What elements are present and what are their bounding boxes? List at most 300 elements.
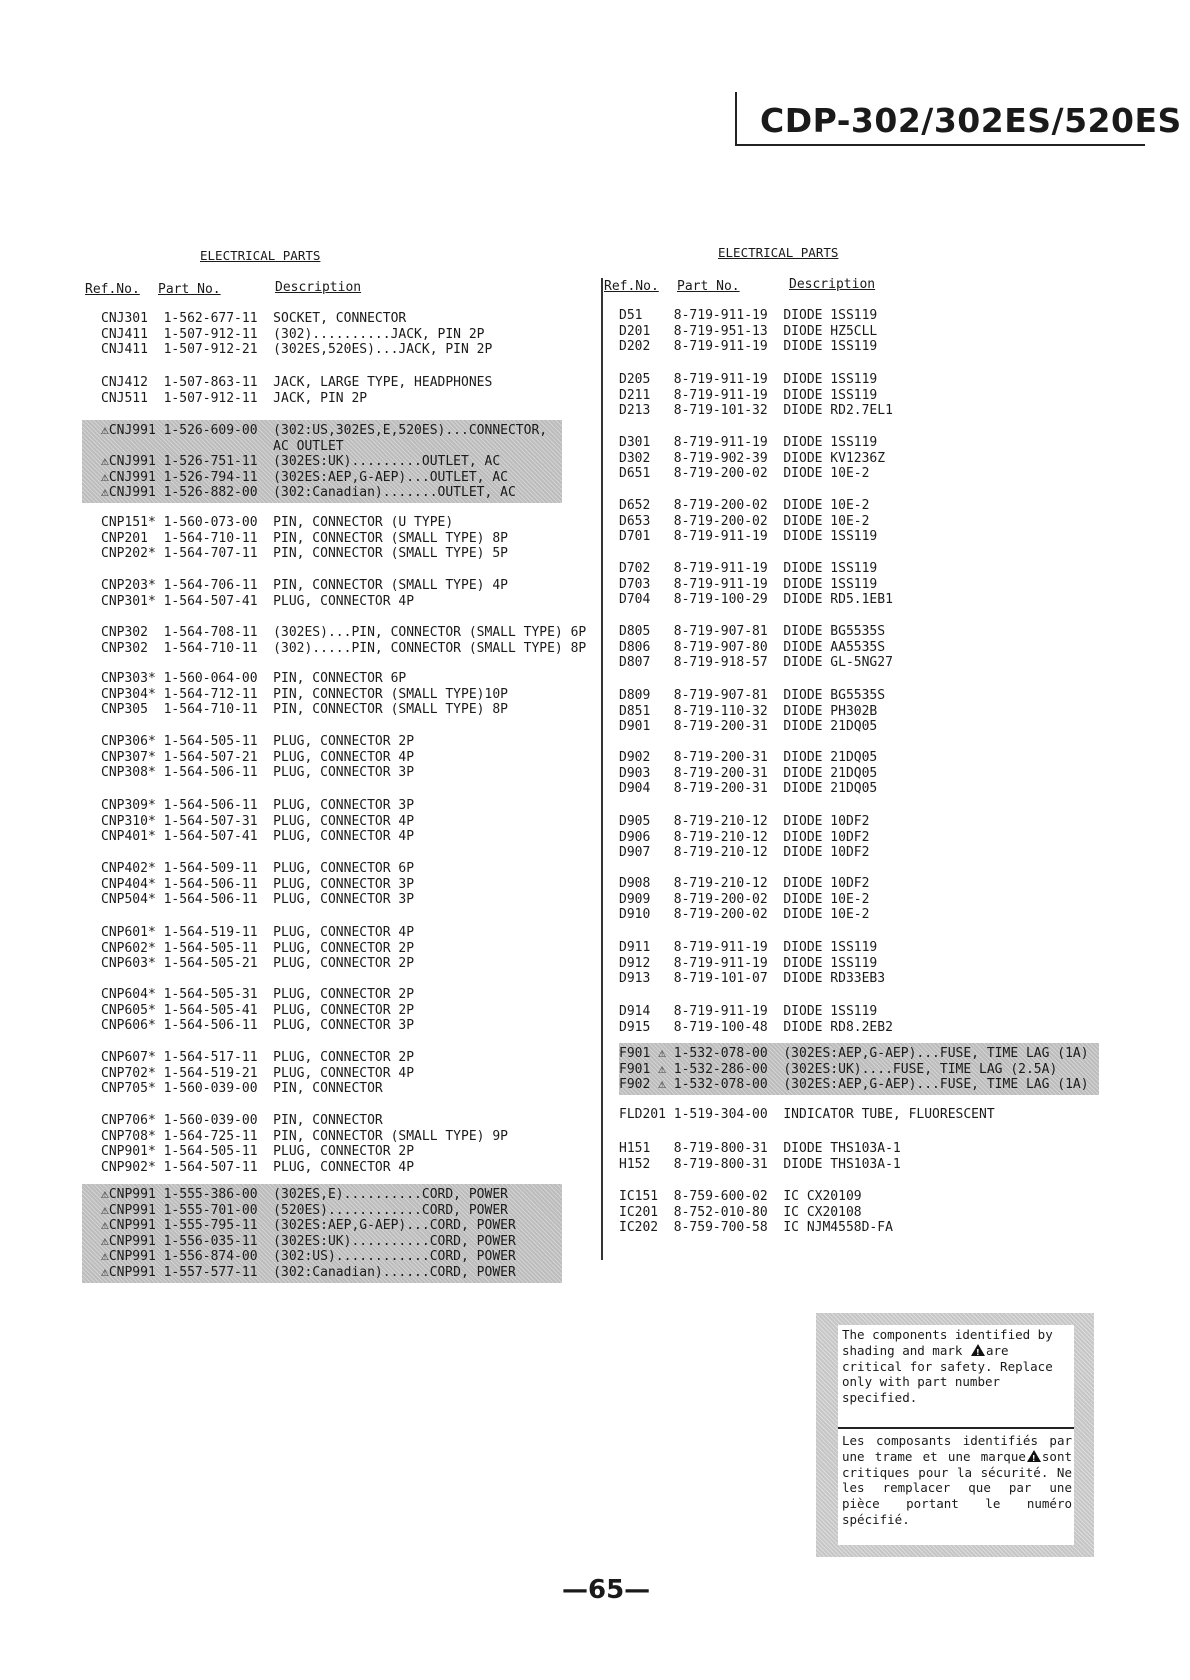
parts-row	[619, 1157, 901, 1173]
parts-row	[101, 925, 414, 941]
part-desc: DIODE 1SS119	[783, 955, 878, 971]
part-part: 1-526-609-00	[163, 423, 258, 438]
part-ref: D701	[619, 529, 651, 545]
part-desc: PLUG, CONNECTOR 4P	[273, 829, 415, 845]
part-ref: CNP604*	[101, 987, 156, 1002]
part-desc: DIODE 1SS119	[783, 1004, 878, 1019]
part-desc: DIODE 10E-2	[783, 891, 870, 907]
part-part: 1-564-519-11	[163, 925, 258, 940]
part-ref: D914	[619, 1004, 651, 1019]
part-part: 1-564-517-11	[163, 1050, 258, 1065]
part-ref: D703	[619, 576, 651, 592]
parts-group	[619, 435, 885, 482]
part-desc: PIN, CONNECTOR	[273, 1081, 383, 1097]
part-part: 1-564-707-11	[163, 546, 258, 562]
parts-row	[619, 435, 885, 451]
part-part: 8-719-200-02	[673, 513, 768, 529]
part-part: 8-719-911-19	[673, 435, 768, 450]
part-ref: CNP306*	[101, 734, 156, 749]
part-desc: DIODE 10DF2	[783, 876, 870, 891]
part-desc: (302ES)...PIN, CONNECTOR (SMALL TYPE) 6P	[273, 625, 587, 640]
part-ref: D205	[619, 372, 651, 387]
part-ref: CNP607*	[101, 1050, 156, 1065]
part-part: 1-507-912-11	[163, 326, 258, 342]
part-part: 8-719-100-29	[673, 592, 768, 608]
parts-row	[101, 1265, 516, 1281]
parts-row	[619, 956, 885, 972]
part-part: 1-564-507-41	[163, 593, 258, 609]
parts-row	[101, 546, 508, 562]
part-part	[164, 439, 274, 455]
parts-group	[619, 688, 885, 735]
parts-row	[101, 750, 414, 766]
part-part: 1-560-073-00	[163, 515, 258, 530]
parts-group	[619, 308, 877, 355]
part-part: 8-719-200-31	[673, 750, 768, 765]
parts-row	[101, 956, 414, 972]
parts-row	[101, 892, 414, 908]
part-part: 8-719-902-39	[673, 450, 768, 466]
safety-note-english-part1: The components identified by shading and mark	[842, 1327, 1053, 1358]
part-ref: D915	[619, 1019, 651, 1035]
part-desc: PLUG, CONNECTOR 3P	[273, 892, 415, 908]
part-desc: PLUG, CONNECTOR 2P	[273, 956, 415, 972]
part-ref: D908	[619, 876, 651, 891]
part-ref: ⚠CNJ991	[101, 485, 156, 501]
part-ref: D906	[619, 829, 651, 845]
part-part: 8-719-200-02	[673, 891, 768, 907]
parts-group	[619, 1046, 1089, 1093]
parts-row	[101, 765, 414, 781]
part-part: 8-752-010-80	[673, 1204, 768, 1220]
part-ref: CNP201	[101, 530, 148, 546]
part-ref: FLD201	[619, 1107, 666, 1122]
part-desc: (302ES:UK)....FUSE, TIME LAG (2.5A)	[783, 1061, 1058, 1077]
parts-row	[101, 734, 414, 750]
part-part: 1-564-710-11	[163, 530, 258, 546]
part-part: 1-564-710-11	[163, 640, 258, 656]
left-header-part: Part No.	[158, 282, 221, 297]
part-desc: DIODE PH302B	[783, 703, 878, 719]
warning-triangle-icon	[1027, 1450, 1041, 1462]
part-part: 8-719-911-19	[673, 529, 768, 545]
part-desc: DIODE GL-5NG27	[783, 655, 893, 671]
part-ref: CNP504*	[101, 892, 156, 908]
part-desc: DIODE 1SS119	[783, 576, 878, 592]
part-desc: DIODE 21DQ05	[783, 781, 878, 797]
parts-group	[101, 861, 414, 908]
right-header-ref: Ref.No.	[604, 279, 659, 294]
part-part: 8-719-200-31	[673, 781, 768, 797]
part-ref: ⚠CNP991	[101, 1202, 156, 1218]
part-desc: PLUG, CONNECTOR 3P	[273, 765, 415, 781]
part-ref: D302	[619, 450, 651, 466]
parts-group	[619, 561, 893, 608]
part-ref: CNP302	[101, 625, 148, 640]
part-part: 1-564-506-11	[163, 765, 258, 781]
parts-row	[101, 1018, 414, 1034]
parts-row	[101, 625, 586, 641]
parts-row	[101, 1129, 508, 1145]
part-ref: ⚠CNP991	[101, 1187, 156, 1202]
part-ref: H151	[619, 1141, 651, 1156]
part-ref: CNP307*	[101, 749, 156, 765]
parts-group	[619, 940, 885, 987]
part-part: 8-719-907-80	[673, 639, 768, 655]
parts-group	[101, 925, 414, 972]
part-ref: CNP901*	[101, 1144, 156, 1160]
parts-group	[101, 625, 586, 656]
part-part: 8-719-911-19	[673, 1004, 768, 1019]
parts-row	[619, 1141, 901, 1157]
parts-row	[101, 311, 492, 327]
part-desc: (302ES:AEP,G-AEP)...OUTLET, AC	[273, 469, 508, 485]
part-desc: JACK, PIN 2P	[273, 390, 368, 406]
parts-row	[619, 324, 877, 340]
parts-row	[619, 719, 885, 735]
parts-group	[101, 671, 508, 718]
part-desc: PLUG, CONNECTOR 2P	[273, 940, 415, 956]
parts-group	[619, 1189, 893, 1236]
parts-row	[619, 388, 893, 404]
part-ref: CNJ412	[101, 375, 148, 390]
part-ref: IC201	[619, 1204, 659, 1220]
parts-row	[619, 1077, 1089, 1093]
part-part: 8-719-918-57	[673, 655, 768, 671]
part-part: 1-507-912-11	[163, 390, 258, 406]
part-ref: CNP404*	[101, 876, 156, 892]
part-ref: D909	[619, 891, 651, 907]
parts-row	[101, 342, 492, 358]
warning-triangle-icon	[971, 1344, 985, 1356]
part-desc: AC OUTLET	[273, 438, 344, 454]
part-part: 1-555-795-11	[163, 1218, 258, 1234]
part-part: 1-519-304-00	[673, 1107, 768, 1122]
part-ref: ⚠CNP991	[101, 1249, 156, 1265]
part-desc: (302:US,302ES,E,520ES)...CONNECTOR,	[273, 423, 548, 438]
part-ref: CNP304*	[101, 686, 156, 702]
part-part: 1-556-035-11	[163, 1233, 258, 1249]
part-desc: DIODE 21DQ05	[783, 750, 878, 765]
part-part: 1-564-505-11	[163, 1144, 258, 1160]
parts-group	[619, 1141, 901, 1172]
part-ref: CNP308*	[101, 765, 156, 781]
part-part: 8-719-911-19	[673, 576, 768, 592]
parts-row	[619, 830, 869, 846]
parts-row	[101, 798, 414, 814]
part-ref: D903	[619, 765, 651, 781]
parts-row	[619, 781, 877, 797]
part-part: 8-719-911-19	[673, 387, 768, 403]
part-ref: D807	[619, 655, 651, 671]
part-ref: CNP310*	[101, 813, 156, 829]
parts-row	[101, 702, 508, 718]
part-ref: ⚠CNJ991	[101, 423, 156, 438]
part-ref: D806	[619, 639, 651, 655]
part-ref: D902	[619, 750, 651, 765]
part-part: 8-719-200-31	[673, 719, 768, 735]
part-desc: PLUG, CONNECTOR 4P	[273, 813, 415, 829]
part-ref: F902 ⚠	[619, 1077, 666, 1093]
page-title: CDP-302/302ES/520ES	[760, 101, 1182, 140]
parts-row	[101, 861, 414, 877]
parts-row	[101, 829, 414, 845]
part-desc: PIN, CONNECTOR (SMALL TYPE) 8P	[273, 702, 508, 718]
part-ref: D653	[619, 513, 651, 529]
part-part: 1-526-751-11	[163, 454, 258, 470]
part-ref: CNP305	[101, 702, 148, 718]
part-desc: PLUG, CONNECTOR 3P	[273, 1018, 415, 1034]
part-part: 8-719-911-19	[673, 561, 768, 576]
part-desc: PLUG, CONNECTOR 2P	[273, 1144, 415, 1160]
part-part: 1-564-708-11	[163, 625, 258, 640]
part-desc: DIODE 1SS119	[783, 940, 878, 955]
parts-group	[101, 578, 508, 609]
part-desc: DIODE 10E-2	[783, 498, 870, 513]
part-part: 8-759-600-02	[673, 1189, 768, 1204]
part-ref: IC151	[619, 1189, 659, 1204]
part-desc: PIN, CONNECTOR 6P	[273, 671, 407, 686]
part-desc: DIODE 1SS119	[783, 387, 878, 403]
parts-group	[101, 423, 547, 501]
left-header-desc: Description	[275, 280, 362, 295]
safety-note-french-part1: Les composants identifiés par une trame et une marque	[842, 1433, 1072, 1464]
parts-row	[619, 592, 893, 608]
part-desc: PLUG, CONNECTOR 3P	[273, 798, 415, 813]
part-desc: PIN, CONNECTOR	[273, 1113, 383, 1128]
part-ref: D910	[619, 907, 651, 923]
part-part: 8-719-200-02	[673, 466, 768, 482]
part-ref: CNP151*	[101, 515, 156, 530]
part-desc: DIODE KV1236Z	[783, 450, 886, 466]
parts-row	[101, 987, 414, 1003]
parts-row	[619, 403, 893, 419]
safety-note-french	[842, 1433, 1072, 1528]
part-desc: DIODE THS103A-1	[783, 1156, 901, 1172]
parts-group	[101, 515, 508, 562]
part-part: 8-719-200-31	[673, 765, 768, 781]
part-ref: D702	[619, 561, 651, 576]
part-ref: D851	[619, 703, 651, 719]
part-desc: PLUG, CONNECTOR 2P	[273, 1050, 415, 1065]
parts-row	[101, 1218, 516, 1234]
part-desc: DIODE RD2.7EL1	[783, 403, 893, 419]
part-part: 1-555-701-00	[163, 1202, 258, 1218]
part-desc: DIODE RD33EB3	[783, 971, 886, 987]
parts-group	[101, 798, 414, 845]
part-desc: PLUG, CONNECTOR 6P	[273, 861, 415, 876]
part-desc: PLUG, CONNECTOR 3P	[273, 876, 415, 892]
part-part: 1-564-505-11	[163, 940, 258, 956]
part-ref: CNP605*	[101, 1002, 156, 1018]
part-part: 1-564-706-11	[163, 578, 258, 593]
part-part: 1-564-507-41	[163, 829, 258, 845]
part-desc: (302ES:UK)..........CORD, POWER	[273, 1233, 516, 1249]
parts-row	[619, 640, 893, 656]
parts-row	[619, 876, 869, 892]
part-ref: ⚠CNJ991	[101, 469, 156, 485]
parts-group	[619, 498, 877, 545]
part-desc: PLUG, CONNECTOR 2P	[273, 987, 415, 1002]
part-desc: PIN, CONNECTOR (SMALL TYPE) 8P	[273, 530, 508, 546]
parts-row	[619, 308, 877, 324]
parts-group	[101, 734, 414, 781]
part-desc: DIODE 10E-2	[783, 513, 870, 529]
part-ref: ⚠CNP991	[101, 1218, 156, 1234]
parts-row	[619, 529, 877, 545]
parts-group	[619, 624, 893, 671]
parts-group	[101, 1050, 414, 1097]
column-divider	[601, 278, 603, 1260]
part-desc: DIODE 21DQ05	[783, 765, 878, 781]
part-part: 8-719-911-19	[673, 308, 768, 323]
part-ref: F901 ⚠	[619, 1061, 666, 1077]
parts-row	[619, 514, 877, 530]
part-part: 8-719-210-12	[673, 814, 768, 829]
part-desc: PLUG, CONNECTOR 4P	[273, 1065, 415, 1081]
part-part: 8-719-210-12	[673, 829, 768, 845]
part-desc: (302ES:AEP,G-AEP)...FUSE, TIME LAG (1A)	[783, 1046, 1089, 1061]
part-ref: D805	[619, 624, 651, 639]
part-desc: PLUG, CONNECTOR 2P	[273, 734, 415, 749]
safety-note-french-part2: sont critiques pour la sécurité. Ne les remplacer que par une pièce portant le numéro spécifié.	[842, 1448, 1072, 1527]
parts-row	[619, 466, 885, 482]
parts-row	[101, 1066, 414, 1082]
part-ref: D51	[619, 308, 643, 323]
parts-row	[101, 671, 508, 687]
parts-group	[101, 311, 492, 358]
part-ref: H152	[619, 1156, 651, 1172]
parts-row	[619, 561, 893, 577]
parts-row	[619, 1020, 893, 1036]
right-header-part: Part No.	[677, 279, 740, 294]
parts-row	[101, 641, 586, 657]
parts-row	[101, 1081, 414, 1097]
left-section-title: ELECTRICAL PARTS	[200, 248, 321, 263]
part-desc: (302).....PIN, CONNECTOR (SMALL TYPE) 8P	[273, 640, 587, 656]
part-ref: D907	[619, 845, 651, 861]
part-desc: PIN, CONNECTOR (U TYPE)	[273, 515, 454, 530]
part-ref: CNP606*	[101, 1018, 156, 1034]
parts-row	[619, 845, 869, 861]
part-part: 1-564-506-11	[163, 798, 258, 813]
part-ref: D912	[619, 955, 651, 971]
part-desc: DIODE AA5535S	[783, 639, 886, 655]
part-ref: D704	[619, 592, 651, 608]
parts-row	[619, 498, 877, 514]
part-ref: D911	[619, 940, 651, 955]
part-part: 8-719-800-31	[673, 1156, 768, 1172]
parts-row	[619, 892, 869, 908]
part-ref: IC202	[619, 1220, 659, 1236]
right-header-desc: Description	[789, 277, 876, 292]
parts-row	[101, 1187, 516, 1203]
part-desc: PLUG, CONNECTOR 4P	[273, 749, 415, 765]
parts-row	[101, 1050, 414, 1066]
part-ref: F901 ⚠	[619, 1046, 666, 1061]
part-ref: CNP602*	[101, 940, 156, 956]
part-desc: PLUG, CONNECTOR 2P	[273, 1002, 415, 1018]
parts-row	[619, 940, 885, 956]
part-desc: DIODE BG5535S	[783, 688, 886, 703]
part-desc: DIODE RD5.1EB1	[783, 592, 893, 608]
parts-row	[619, 1205, 893, 1221]
part-desc: DIODE HZ5CLL	[783, 323, 878, 339]
part-desc: DIODE 10DF2	[783, 814, 870, 829]
safety-note-divider	[838, 1427, 1074, 1429]
part-part: 1-564-507-21	[163, 749, 258, 765]
parts-row	[101, 578, 508, 594]
part-ref: CNP402*	[101, 861, 156, 876]
part-part: 8-719-101-32	[673, 403, 768, 419]
part-part: 1-564-519-21	[163, 1065, 258, 1081]
part-part: 8-719-110-32	[673, 703, 768, 719]
parts-row	[619, 704, 885, 720]
part-desc: INDICATOR TUBE, FLUORESCENT	[783, 1107, 995, 1122]
part-part: 8-719-101-07	[673, 971, 768, 987]
part-ref: CNP309*	[101, 798, 156, 813]
part-ref: CNP708*	[101, 1128, 156, 1144]
part-ref: CNJ411	[101, 326, 148, 342]
part-desc: (302ES:AEP,G-AEP)...CORD, POWER	[273, 1218, 516, 1234]
part-part: 1-564-506-11	[163, 1018, 258, 1034]
part-desc: DIODE THS103A-1	[783, 1141, 901, 1156]
part-part: 8-719-911-19	[673, 339, 768, 355]
part-ref: CNP202*	[101, 546, 156, 562]
part-desc: DIODE 1SS119	[783, 561, 878, 576]
part-part: 8-719-907-81	[673, 624, 768, 639]
part-part: 1-526-794-11	[163, 469, 258, 485]
part-desc: (302ES,520ES)...JACK, PIN 2P	[273, 342, 493, 358]
part-part: 1-564-507-31	[163, 813, 258, 829]
part-desc: IC CX20108	[783, 1204, 862, 1220]
parts-row	[101, 515, 508, 531]
parts-group	[101, 1187, 516, 1281]
parts-group	[619, 1004, 893, 1035]
part-ref: CNP705*	[101, 1081, 156, 1097]
safety-note-english-part2: are critical for safety. Replace only with part number specified.	[842, 1342, 1053, 1406]
part-part: 8-719-200-02	[673, 498, 768, 513]
parts-row	[101, 814, 414, 830]
part-part: 8-719-210-12	[673, 845, 768, 861]
part-ref: ⚠CNP991	[101, 1264, 156, 1280]
part-ref: D301	[619, 435, 651, 450]
part-part: 1-564-712-11	[163, 686, 258, 702]
part-part: 1-507-912-21	[163, 342, 258, 358]
parts-row	[619, 1107, 995, 1123]
part-part: 1-564-710-11	[163, 702, 258, 718]
part-ref: D904	[619, 781, 651, 797]
part-desc: DIODE 1SS119	[783, 435, 878, 450]
part-desc: DIODE 21DQ05	[783, 719, 878, 735]
part-ref: D652	[619, 498, 651, 513]
part-desc: PLUG, CONNECTOR 4P	[273, 925, 415, 940]
safety-note	[816, 1313, 1094, 1557]
part-ref: D905	[619, 814, 651, 829]
part-desc: PLUG, CONNECTOR 4P	[273, 593, 415, 609]
part-part: 1-560-039-00	[163, 1081, 258, 1097]
part-ref: D202	[619, 339, 651, 355]
part-desc: DIODE 10DF2	[783, 845, 870, 861]
parts-row	[101, 687, 508, 703]
part-desc: (302ES,E)..........CORD, POWER	[273, 1187, 508, 1202]
part-desc: DIODE 10E-2	[783, 466, 870, 482]
part-part: 1-564-509-11	[163, 861, 258, 876]
parts-row	[101, 423, 547, 439]
part-ref: CNP302	[101, 640, 148, 656]
part-desc: DIODE 1SS119	[783, 529, 878, 545]
parts-row	[101, 594, 508, 610]
